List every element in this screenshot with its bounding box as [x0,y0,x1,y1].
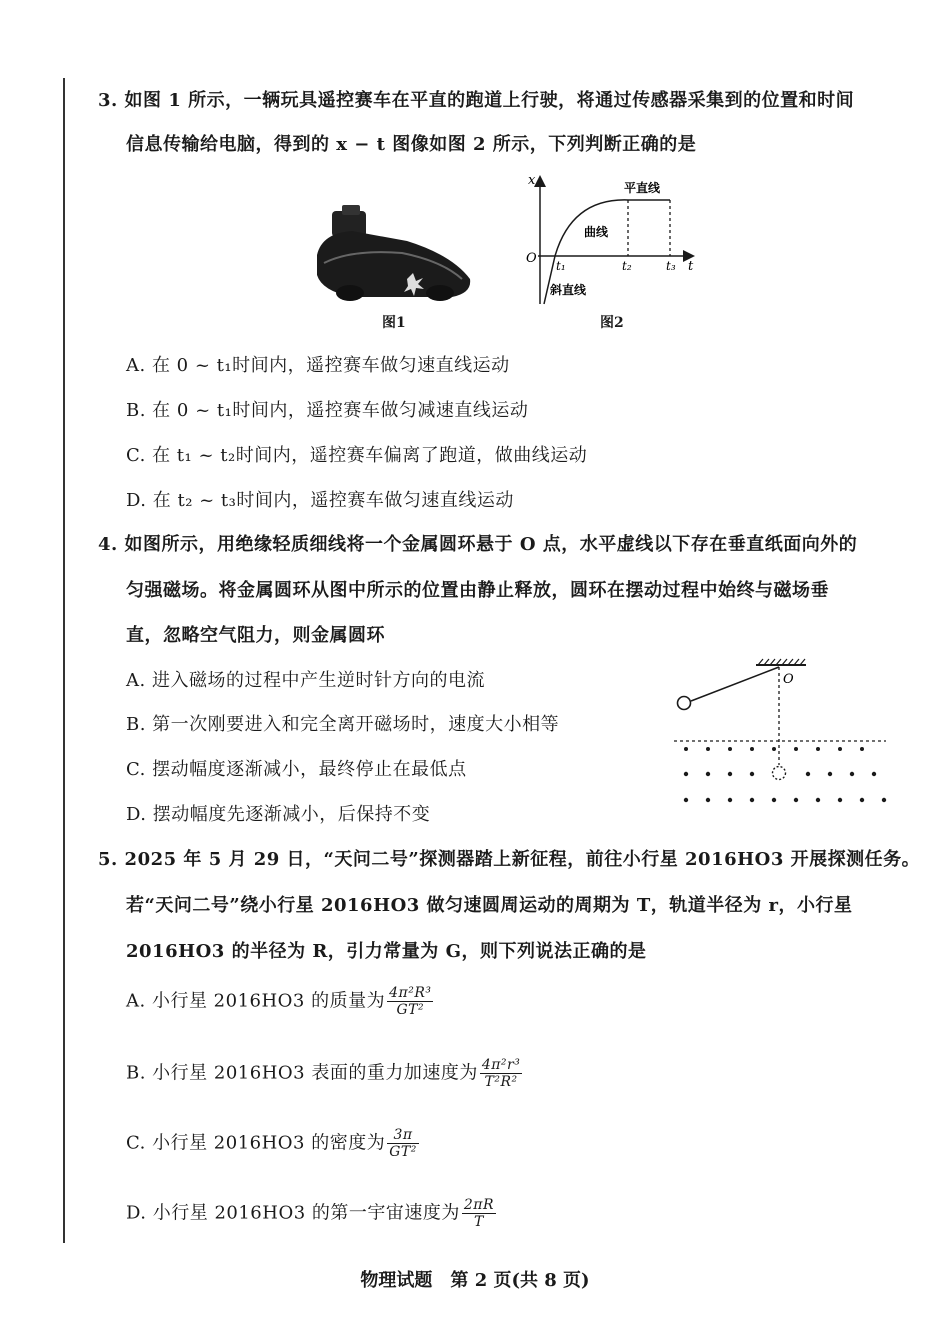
q5-option-d-numerator: 2πR [463,1197,495,1213]
q3-option-b: B. 在 0 ~ t₁时间内，遥控赛车做匀减速直线运动 [126,400,529,421]
q3-option-a: A. 在 0 ~ t₁时间内，遥控赛车做匀速直线运动 [126,355,510,376]
pendulum-figure [668,655,893,815]
toy-car-icon [317,205,470,301]
q5-option-a-text: A. 小行星 2016HO3 的质量为 [126,990,386,1012]
q5-stem-line1: 5. 2025 年 5 月 29 日，“天问二号”探测器踏上新征程，前往小行星 2016HO3 开展探测任务。 [98,849,921,870]
q5-option-c-numerator: 3π [387,1127,419,1144]
tick-t3: t₃ [666,259,676,273]
q5-option-a-denominator: GT² [396,1002,425,1018]
q5-stem-line2: 若“天问二号”绕小行星 2016HO3 做匀速圆周运动的周期为 T，轨道半径为 r，小行星 [126,895,853,916]
q3-option-c: C. 在 t₁ ~ t₂时间内，遥控赛车偏离了跑道，做曲线运动 [126,445,588,466]
label-flat-line: 平直线 [624,181,661,195]
ring-lowest-dashed [773,767,786,780]
q3-option-d: D. 在 t₂ ~ t₃时间内，遥控赛车做匀速直线运动 [126,490,514,511]
q5-option-a [126,985,433,1018]
q5-option-d-text: D. 小行星 2016HO3 的第一宇宙速度为 [126,1202,460,1224]
fig2-caption: 图2 [600,315,624,331]
page-footer: 物理试题 第 2 页(共 8 页) [360,1270,590,1291]
toy-car-figure [312,205,477,310]
q5-option-a-numerator: 4π²R³ [389,985,432,1001]
q5-option-d-fraction [462,1197,496,1230]
q5-option-c [126,1127,419,1160]
q5-stem-line3: 2016HO3 的半径为 R，引力常量为 G，则下列说法正确的是 [126,941,647,962]
tick-t2: t₂ [622,259,632,273]
q4-option-d: D. 摆动幅度先逐渐减小，后保持不变 [126,804,431,825]
pivot-label: O [783,672,794,687]
label-slant-line: 斜直线 [550,283,587,297]
q5-option-c-denominator: GT² [389,1144,417,1160]
q5-option-a-fraction [387,985,433,1018]
y-axis-label: x [528,173,536,188]
q5-option-b-denominator: T²R² [484,1074,518,1090]
q4-stem-line3: 直，忽略空气阻力，则金属圆环 [126,625,385,646]
q4-stem-line2: 匀强磁场。将金属圆环从图中所示的位置由静止释放，圆环在摆动过程中始终与磁场垂 [126,580,829,601]
q5-option-b [126,1057,522,1090]
q4-option-b: B. 第一次刚要进入和完全离开磁场时，速度大小相等 [126,714,560,735]
q3-stem-line2: 信息传输给电脑，得到的 x − t 图像如图 2 所示，下列判断正确的是 [126,134,697,155]
label-curve: 曲线 [584,225,609,239]
q5-option-b-numerator: 4π²r³ [481,1057,521,1073]
x-axis-label: t [688,259,694,274]
margin-line [63,78,65,1243]
q5-option-b-text: B. 小行星 2016HO3 表面的重力加速度为 [126,1062,478,1084]
q5-option-b-fraction [480,1057,523,1090]
q5-option-d [126,1197,496,1230]
q5-option-c-text: C. 小行星 2016HO3 的密度为 [126,1132,386,1154]
x-t-graph [522,170,702,310]
tick-t1: t₁ [556,259,566,273]
q5-option-c-fraction [387,1127,419,1160]
origin-label: O [526,251,537,266]
q4-stem-line1: 4. 如图所示，用绝缘轻质细线将一个金属圆环悬于 O 点，水平虚线以下存在垂直纸面向外的 [98,534,858,555]
q4-option-a: A. 进入磁场的过程中产生逆时针方向的电流 [126,670,485,691]
q5-option-d-denominator: T [474,1214,484,1230]
ceiling-hatch [756,659,806,665]
fig1-caption: 图1 [382,315,406,331]
q4-option-c: C. 摆动幅度逐渐减小，最终停止在最低点 [126,759,467,780]
string [691,667,779,701]
q3-stem-line1: 3. 如图 1 所示，一辆玩具遥控赛车在平直的跑道上行驶，将通过传感器采集到的位置和时间 [98,90,855,111]
metal-ring [678,697,691,710]
